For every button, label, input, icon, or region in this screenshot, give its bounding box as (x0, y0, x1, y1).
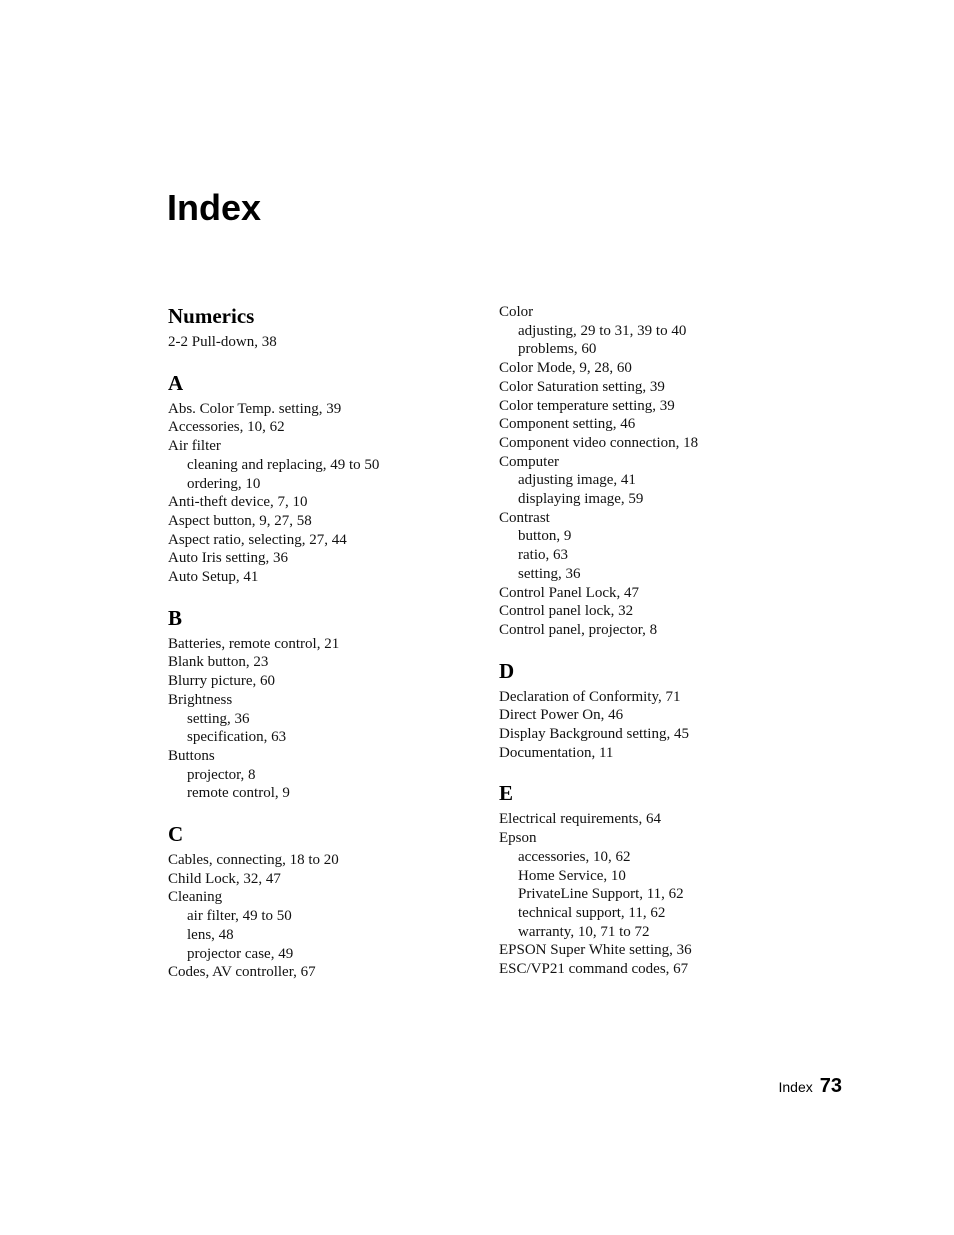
index-entry: 2-2 Pull-down, 38 (168, 334, 277, 350)
section-heading: E (499, 781, 514, 806)
index-section (499, 303, 799, 640)
index-subentry: projector, 8 (187, 766, 256, 783)
index-section (499, 658, 799, 763)
index-entry: Component video connection, 18 (499, 434, 699, 451)
index-entry: Codes, AV controller, 67 (168, 964, 316, 981)
section-heading: C (168, 822, 184, 847)
index-entry: Declaration of Conformity, 71 (499, 688, 681, 705)
footer-label: Index (778, 1079, 813, 1095)
index-entry: Abs. Color Temp. setting, 39 (168, 400, 342, 417)
index-subentry: air filter, 49 to 50 (187, 908, 292, 925)
index-entry: Contrast (499, 509, 550, 526)
index-subentry: remote control, 9 (187, 785, 290, 802)
index-entry: Epson (499, 830, 537, 847)
index-entry: Auto Setup, 41 (168, 569, 259, 586)
index-subentry: adjusting, 29 to 31, 39 to 40 (518, 322, 687, 339)
index-subentry: cleaning and replacing, 49 to 50 (187, 456, 380, 473)
index-section (168, 821, 468, 982)
index-column-left (168, 303, 468, 982)
index-entry: Direct Power On, 46 (499, 707, 624, 724)
index-entry: Cables, connecting, 18 to 20 (168, 852, 339, 869)
index-entry: Brightness (168, 691, 233, 708)
index-entry: ESC/VP21 command codes, 67 (499, 961, 689, 978)
index-entry: Batteries, remote control, 21 (168, 635, 340, 652)
index-subentry: setting, 36 (518, 565, 581, 582)
index-entry: Documentation, 11 (499, 744, 614, 761)
index-subentry: problems, 60 (518, 341, 597, 358)
index-section (168, 370, 468, 587)
index-section (168, 605, 468, 803)
index-subentry: adjusting image, 41 (518, 472, 636, 489)
index-subentry: projector case, 49 (187, 945, 294, 962)
index-entry: Blurry picture, 60 (168, 673, 276, 690)
page-title: Index (167, 187, 262, 228)
index-entry: Control panel, projector, 8 (499, 621, 658, 638)
index-entry: Display Background setting, 45 (499, 726, 689, 743)
index-entry: Control Panel Lock, 47 (499, 584, 639, 601)
index-entry: Aspect button, 9, 27, 58 (168, 512, 312, 529)
index-subentry: specification, 63 (187, 729, 287, 746)
index-section (168, 303, 468, 352)
index-subentry: displaying image, 59 (518, 491, 644, 508)
index-entry: Blank button, 23 (168, 654, 269, 671)
index-subentry: ratio, 63 (518, 547, 568, 564)
section-heading: B (168, 605, 183, 630)
index-subentry: Home Service, 10 (518, 867, 626, 884)
index-subentry: accessories, 10, 62 (518, 848, 631, 865)
index-entry: Color Mode, 9, 28, 60 (499, 360, 632, 377)
index-entry: Auto Iris setting, 36 (168, 550, 288, 567)
section-heading: D (499, 658, 515, 683)
index-subentry: PrivateLine Support, 11, 62 (518, 886, 684, 903)
page-footer (779, 1075, 843, 1098)
index-entry: EPSON Super White setting, 36 (499, 942, 692, 959)
index-subentry: ordering, 10 (187, 475, 261, 492)
index-entry: Color (499, 304, 534, 320)
section-heading: Numerics (168, 304, 255, 328)
index-entry: Computer (499, 453, 559, 470)
index-section (499, 780, 799, 978)
index-entry: Component setting, 46 (499, 416, 636, 433)
index-column-right (499, 303, 799, 979)
page-number: 73 (819, 1075, 842, 1097)
index-entry: Cleaning (168, 889, 223, 906)
index-subentry: setting, 36 (187, 710, 250, 727)
index-subentry: technical support, 11, 62 (518, 904, 666, 921)
index-entry: Aspect ratio, selecting, 27, 44 (168, 531, 347, 548)
index-subentry: warranty, 10, 71 to 72 (518, 923, 650, 940)
index-entry: Color Saturation setting, 39 (499, 378, 665, 395)
index-entry: Accessories, 10, 62 (168, 419, 285, 436)
index-entry: Child Lock, 32, 47 (168, 870, 281, 887)
section-heading: A (168, 370, 184, 395)
index-entry: Anti-theft device, 7, 10 (168, 494, 308, 511)
index-entry: Color temperature setting, 39 (499, 397, 675, 414)
index-entry: Buttons (168, 747, 215, 764)
index-entry: Electrical requirements, 64 (499, 811, 662, 828)
index-entry: Air filter (168, 438, 221, 455)
index-subentry: lens, 48 (187, 926, 234, 943)
index-subentry: button, 9 (518, 528, 572, 545)
index-entry: Control panel lock, 32 (499, 603, 634, 620)
